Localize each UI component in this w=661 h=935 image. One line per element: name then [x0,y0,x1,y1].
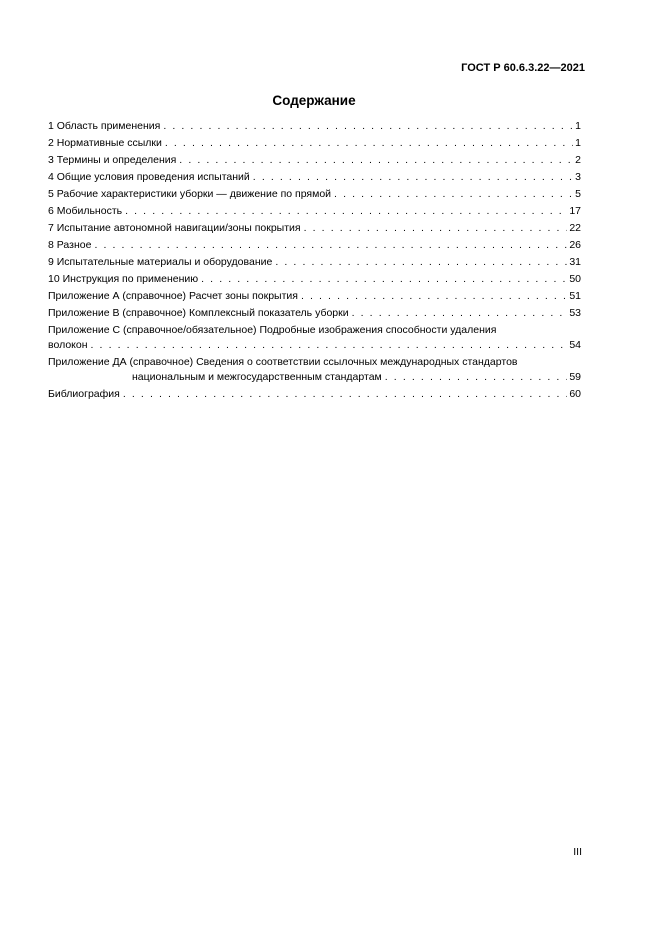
toc-entry[interactable] [48,286,581,303]
toc-entry-page: 59 [569,371,581,383]
toc-entry[interactable] [48,150,581,167]
toc-entry-label: Приложение А (справочное) Расчет зоны покрытия [48,290,298,302]
page-number: III [573,846,582,858]
toc-entry[interactable] [48,269,581,286]
toc-entry-label: 1 Область применения [48,120,161,132]
toc-leader-dots [163,120,573,133]
toc-entry[interactable] [48,184,581,201]
toc-entry[interactable] [48,356,581,384]
toc-entry[interactable] [48,133,581,150]
toc-entry-label: 9 Испытательные материалы и оборудование [48,256,273,268]
toc-entry-page: 22 [569,222,581,234]
toc-entry-label-line1: Приложение С (справочное/обязательное) Подробные изображения способности удаления [48,324,497,336]
toc-entry-page: 51 [569,290,581,302]
toc-entry[interactable] [48,384,581,401]
toc-leader-dots [301,290,567,303]
toc-entry-label-line2: национальным и межгосударственным стандартам [132,371,382,383]
toc-entry[interactable] [48,235,581,252]
toc-entry-label: 6 Мобильность [48,205,123,217]
toc-entry-label: 4 Общие условия проведения испытаний [48,171,250,183]
toc-entry-label: Библиография [48,388,120,400]
toc-entry-label: 5 Рабочие характеристики уборки — движение по прямой [48,188,332,200]
toc-entry-page: 3 [575,171,581,183]
toc-entry[interactable] [48,303,581,320]
toc-entry[interactable] [48,116,581,133]
toc-entry-page: 17 [569,205,581,217]
toc-leader-dots [91,339,568,352]
toc-entry-label: 3 Термины и определения [48,154,177,166]
toc-entry-label-line1: Приложение ДА (справочное) Сведения о соответствии ссылочных международных стандартов [48,356,518,368]
toc-leader-dots [334,188,573,201]
document-code: ГОСТ Р 60.6.3.22—2021 [461,62,585,74]
toc-entry-label-line2: волокон [48,339,88,351]
toc-entry-page: 1 [575,137,581,149]
toc-title: Содержание [272,93,356,108]
toc-entry-label: Приложение В (справочное) Комплексный показатель уборки [48,307,349,319]
toc-entry-label: 7 Испытание автономной навигации/зоны покрытия [48,222,301,234]
toc-entry-page: 53 [569,307,581,319]
toc-leader-dots [201,273,567,286]
toc-entry-page: 26 [569,239,581,251]
table-of-contents [48,116,581,401]
toc-leader-dots [275,256,567,269]
toc-entry[interactable] [48,252,581,269]
toc-entry-label: 2 Нормативные ссылки [48,137,162,149]
toc-entry-page: 31 [569,256,581,268]
toc-entry-label: 8 Разное [48,239,92,251]
toc-entry-page: 54 [569,339,581,351]
toc-entry[interactable] [48,167,581,184]
toc-entry-page: 2 [575,154,581,166]
toc-entry-label: 10 Инструкция по применению [48,273,199,285]
toc-leader-dots [165,137,573,150]
toc-leader-dots [385,371,568,384]
toc-leader-dots [123,388,567,401]
toc-leader-dots [352,307,568,320]
toc-entry[interactable] [48,201,581,218]
toc-leader-dots [179,154,573,167]
toc-entry-page: 60 [569,388,581,400]
toc-entry-page: 1 [575,120,581,132]
toc-entry-page: 50 [569,273,581,285]
toc-entry-page: 5 [575,188,581,200]
toc-leader-dots [304,222,568,235]
toc-leader-dots [94,239,567,252]
toc-entry[interactable] [48,324,581,352]
toc-leader-dots [125,205,567,218]
toc-leader-dots [253,171,573,184]
toc-entry[interactable] [48,218,581,235]
